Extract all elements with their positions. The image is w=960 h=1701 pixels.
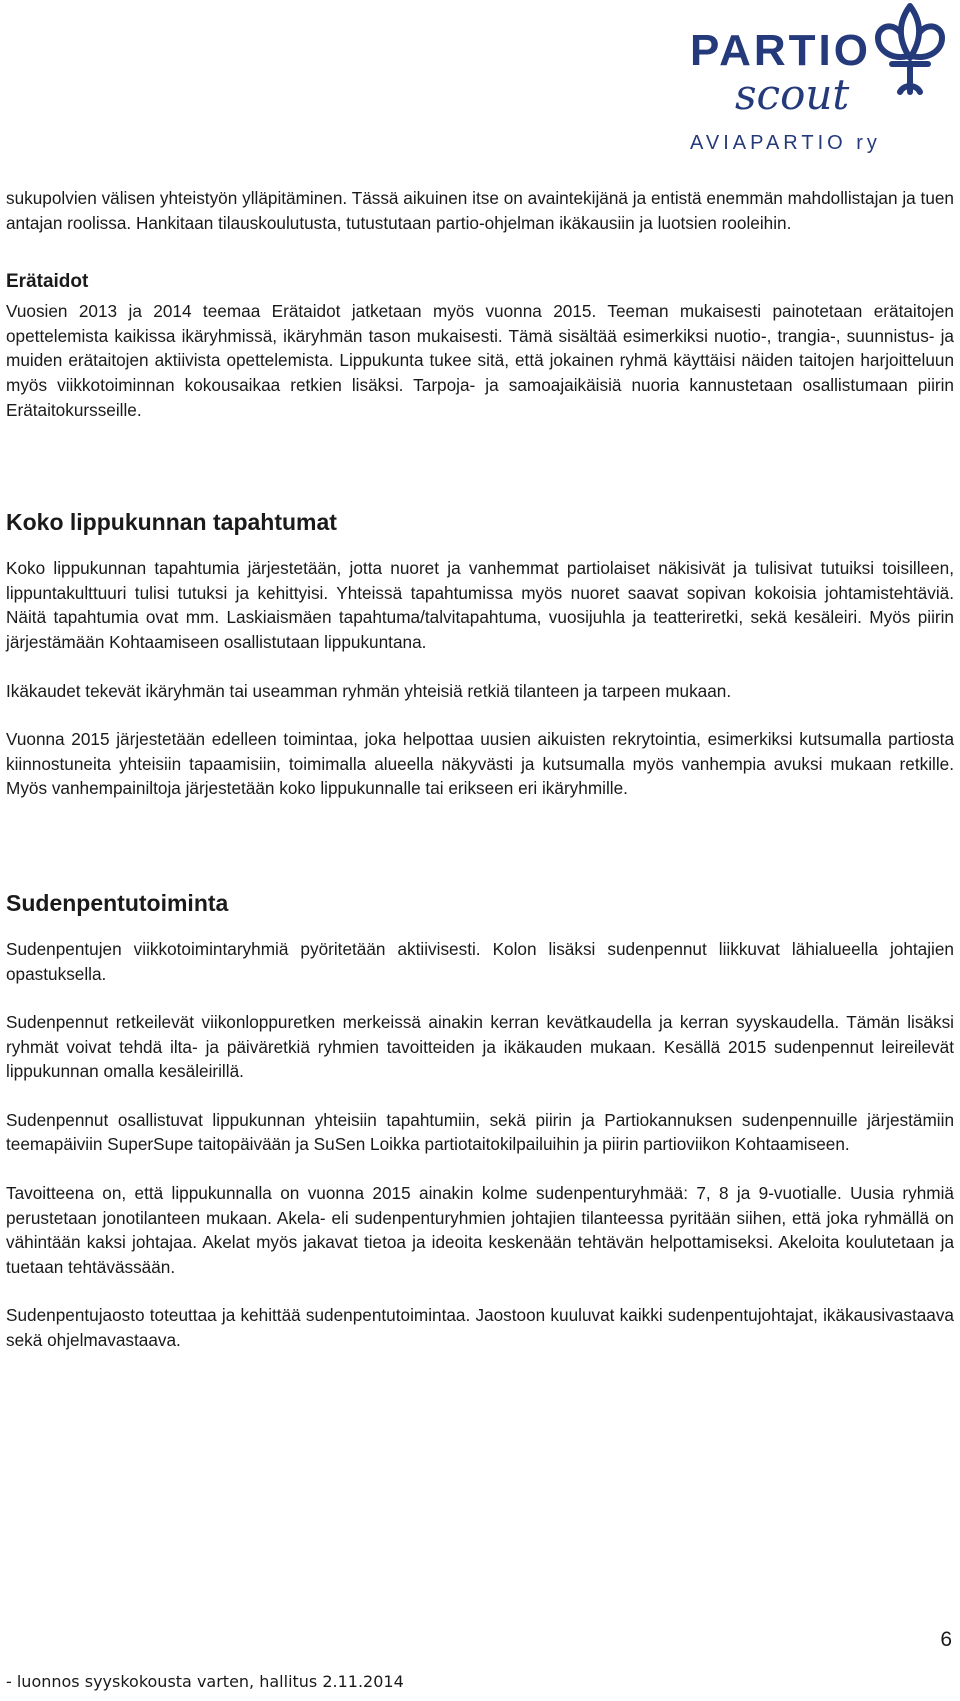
heading-koko-lippukunnan: Koko lippukunnan tapahtumat [6, 509, 337, 536]
paragraph-suden-5: Sudenpentujaosto toteuttaa ja kehittää sudenpentutoimintaa. Jaostoon kuuluvat kaikki sudenpentujohtajat, ikäkausivastaava sekä ohjelmavastaava. [6, 1305, 954, 1351]
paragraph-suden-4: Tavoitteena on, että lippukunnalla on vuonna 2015 ainakin kolme sudenpenturyhmää: 7, 8 ja 9-vuotialle. Uusia ryhmiä perustetaan jonotilanteen mukaan. Akela- eli sudenpenturyhmien johtajien tilanteessa pyritään siihen, että joka ryhmällä on vähintään kaksi johtajaa. Akelat myös jakavat tietoa ja ideoita keskenään tehtävän helpottamiseksi. Akeloita koulutetaan ja tuetaan tehtävässään. [6, 1183, 954, 1277]
paragraph-koko-1: Koko lippukunnan tapahtumia järjestetään, jotta nuoret ja vanhemmat partiolaiset näkisivät ja tulisivat tutuiksi toisilleen, lippuntakulttuuri tulisi tutuksi ja kehittyisi. Yhteissä tapahtumissa myös nuoret saavat sopivan kokoisia johtamistehtäviä. Näitä tapahtumia ovat mm. Laskiaismäen tapahtuma/talvitapahtuma, vuosijuhla ja teatteriretki, sekä kesäleiri. Myös piirin järjestämään Kohtaamiseen osallistutaan lippukuntana. [6, 558, 954, 652]
paragraph-koko-3: Vuonna 2015 järjestetään edelleen toimintaa, joka helpottaa uusien aikuisten rekrytointia, esimerkiksi kutsumalla partiosta kiinnostuneita yhteisiin tapaamisiin, toimimalla alueella näkyvästi ja kutsumalla myös vanhempia avuksi mukaan retkille. Myös vanhempainiltoja järjestetään koko lippukunnalle tai erikseen eri ikäryhmille. [6, 729, 954, 799]
logo-aviapartio-text: AVIAPARTIO ry [690, 132, 881, 154]
heading-eratait: Erätaidot [6, 271, 89, 293]
page-number: 6 [940, 1628, 952, 1651]
partio-scout-logo [660, 0, 960, 160]
logo-partio-text: PARTIO [690, 26, 871, 75]
paragraph-suden-1: Sudenpentujen viikkotoimintaryhmiä pyöritetään aktiivisesti. Kolon lisäksi sudenpennut liikkuvat lähialueella johtajien opastuksella. [6, 938, 954, 984]
fleur-de-lis-icon [870, 0, 950, 100]
paragraph-suden-3: Sudenpennut osallistuvat lippukunnan yhteisiin tapahtumiin, sekä piirin ja Partiokannuksen sudenpennuille järjestämiin teemapäiviin SuperSupe taitopäivään ja SuSen Loikka partiotaitokilpailuihin ja piirin partioviikon Kohtaamiseen. [6, 1109, 954, 1155]
logo-scout-text: scout [735, 70, 850, 119]
paragraph-eratait: Vuosien 2013 ja 2014 teemaa Erätaidot jatketaan myös vuonna 2015. Teeman mukaisesti painotetaan erätaitojen opettelemista kaikissa ikäryhmissä, ikäryhmän tason mukaisesti. Tämä sisältää esimerkiksi nuotio-, trangia-, suunnistus- ja muiden erätaitojen aktiivista opettelemista. Lippukunta tukee sitä, että jokainen ryhmä käyttäisi näiden taitojen harjoitteluun myös viikkotoiminnan kokousaikaa retkien lisäksi. Tarpoja- ja samoajaikäisiä nuoria kannustetaan osallistumaan piirin Erätaitokursseille. [6, 301, 954, 420]
paragraph-koko-2: Ikäkaudet tekevät ikäryhmän tai useamman ryhmän yhteisiä retkiä tilanteen ja tarpeen mukaan. [6, 680, 732, 701]
document-body [6, 186, 954, 1353]
footer-note: - luonnos syyskokousta varten, hallitus 2.11.2014 [6, 1672, 404, 1691]
heading-sudenpentutoiminta: Sudenpentutoiminta [6, 889, 229, 916]
paragraph-intro: sukupolvien välisen yhteistyön ylläpitäminen. Tässä aikuinen itse on avaintekijänä ja entistä enemmän mahdollistajan ja tuen antajan roolissa. Hankitaan tilauskoulutusta, tutustutaan partio-ohjelman ikäkausiin ja luotsien rooleihin. [6, 188, 954, 233]
paragraph-suden-2: Sudenpennut retkeilevät viikonloppuretken merkeissä ainakin kerran kevätkaudella ja kerran syyskaudella. Tämän lisäksi ryhmät voivat tehdä ilta- ja päiväretkiä ryhmien tavoitteiden ja ikäkauden mukaan. Kesällä 2015 sudenpennut leireilevät lippukunnan omalla kesäleirillä. [6, 1012, 954, 1082]
